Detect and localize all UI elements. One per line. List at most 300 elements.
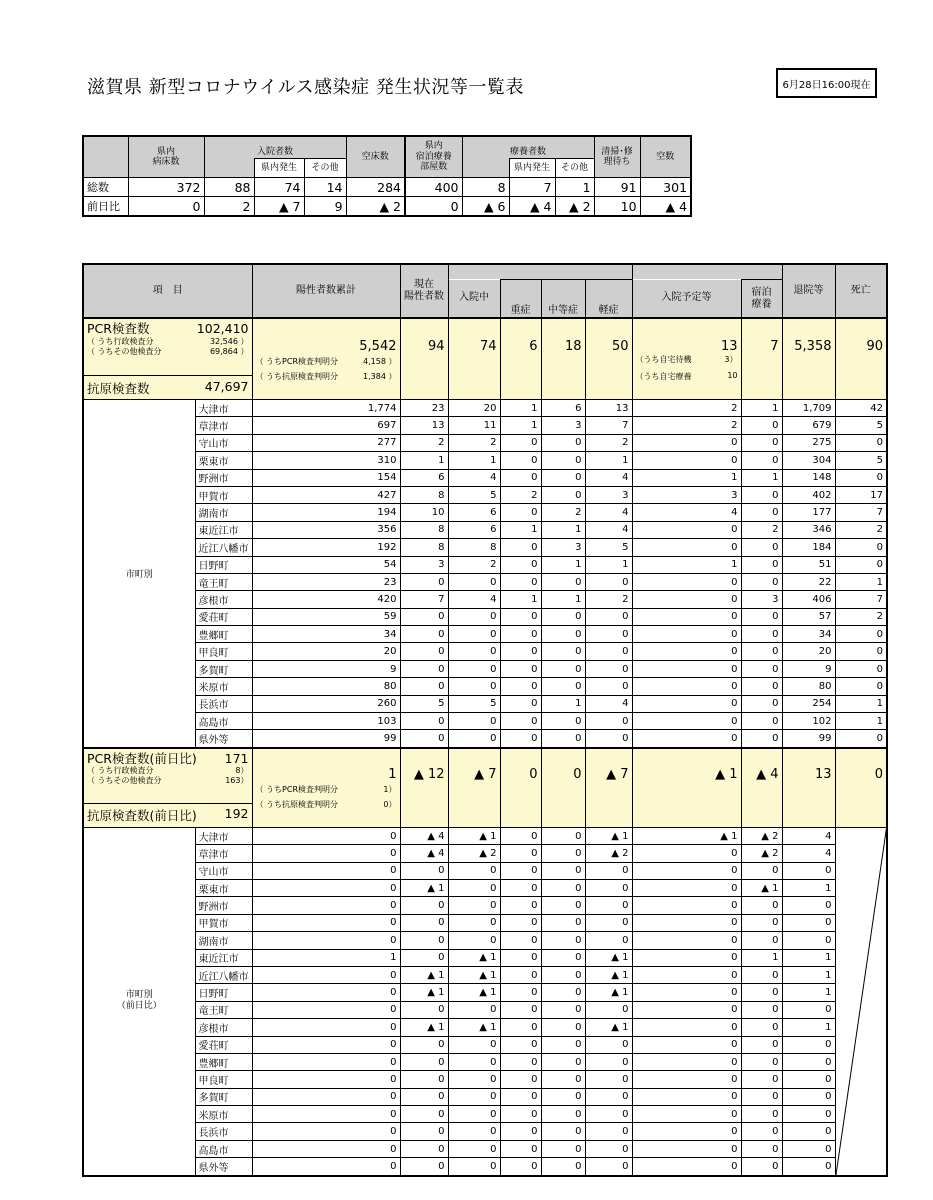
city-value: 4	[632, 504, 741, 521]
city-daily-value: ▲ 1	[448, 1019, 500, 1036]
table-row	[83, 1158, 887, 1176]
pcr-gov-label: （ うち行政検査分	[87, 336, 154, 346]
table-row	[83, 643, 887, 660]
city-value: 1	[448, 452, 500, 469]
table-row	[83, 486, 887, 503]
city-daily-value: 0	[500, 932, 541, 949]
city-value: 0	[400, 678, 448, 695]
city-value: 0	[741, 486, 782, 503]
city-value: 1	[741, 469, 782, 486]
city-daily-value: 0	[448, 1036, 500, 1053]
col-cleaning: 清掃･修 理待ち	[594, 136, 640, 178]
city-daily-value: ▲ 4	[400, 827, 448, 844]
city-value: 0	[448, 643, 500, 660]
city-value: 6	[448, 521, 500, 538]
city-daily-value: 0	[782, 1123, 835, 1140]
city-value: 0	[500, 452, 541, 469]
city-value: 0	[741, 695, 782, 712]
positives-daily-cell	[252, 748, 400, 828]
city-value: 0	[541, 486, 585, 503]
city-daily-value: 0	[400, 1001, 448, 1018]
table-row	[83, 1106, 887, 1123]
city-value: 0	[741, 626, 782, 643]
summary-cell: 301	[640, 178, 691, 197]
city-value: 0	[741, 434, 782, 451]
table-row	[83, 626, 887, 643]
city-value: 420	[252, 591, 400, 608]
table-row	[83, 434, 887, 451]
city-value: 7	[400, 591, 448, 608]
city-value: 0	[741, 678, 782, 695]
summary-cell: 372	[128, 178, 204, 197]
city-value: 0	[400, 626, 448, 643]
city-name: 東近江市	[195, 521, 252, 538]
city-value: 20	[252, 643, 400, 660]
city-daily-value: 1	[252, 949, 400, 966]
table-row	[83, 417, 887, 434]
city-value: 0	[500, 573, 541, 590]
city-value: 0	[500, 504, 541, 521]
city-name: 県外等	[195, 730, 252, 748]
city-value: 0	[400, 730, 448, 748]
city-daily-value: 0	[585, 1036, 632, 1053]
city-value: 0	[632, 434, 741, 451]
city-daily-value: 0	[541, 1036, 585, 1053]
city-daily-value: 0	[585, 1001, 632, 1018]
spacer-cell	[204, 158, 254, 177]
pcr-daily-cell	[83, 748, 252, 804]
summary-cell: 7	[509, 178, 555, 197]
city-value: 0	[448, 660, 500, 677]
city-name: 湖南市	[195, 504, 252, 521]
city-value: 0	[632, 452, 741, 469]
table-row	[83, 730, 887, 748]
table-row	[83, 1088, 887, 1105]
city-daily-value: 0	[741, 1140, 782, 1157]
city-name: 多賀町	[195, 660, 252, 677]
city-daily-value: 0	[741, 1019, 782, 1036]
city-daily-value: 0	[632, 1088, 741, 1105]
city-value: 0	[741, 556, 782, 573]
city-daily-value: ▲ 1	[585, 966, 632, 983]
city-daily-value: 0	[448, 1053, 500, 1070]
city-value: 679	[782, 417, 835, 434]
summary-cell: ▲ 6	[462, 197, 509, 217]
city-daily-value: 0	[541, 966, 585, 983]
city-daily-value: 0	[541, 1158, 585, 1176]
city-daily-value: ▲ 1	[585, 949, 632, 966]
city-value: 4	[448, 469, 500, 486]
city-value: 3	[585, 486, 632, 503]
antigen-daily-value: 192	[224, 806, 249, 822]
city-daily-value: 0	[741, 966, 782, 983]
city-value: 8	[400, 539, 448, 556]
city-value: 0	[585, 713, 632, 730]
city-value: 154	[252, 469, 400, 486]
city-name: 竜王町	[195, 1001, 252, 1018]
row-label: 前日比	[83, 197, 128, 217]
city-value: 2	[835, 608, 887, 625]
city-daily-value: 0	[500, 845, 541, 862]
city-daily-value: 0	[500, 1001, 541, 1018]
city-daily-value: 0	[585, 897, 632, 914]
table-row	[83, 539, 887, 556]
col-item: 項 目	[83, 264, 252, 318]
city-value: 1	[541, 521, 585, 538]
city-value: 8	[400, 486, 448, 503]
city-name: 大津市	[195, 827, 252, 844]
header-spacer	[632, 264, 782, 280]
city-daily-value: ▲ 1	[400, 1019, 448, 1036]
pcr-daily-value: 171	[224, 750, 249, 766]
city-daily-value: 0	[252, 1140, 400, 1157]
city-value: 57	[782, 608, 835, 625]
city-daily-value: 0	[541, 1053, 585, 1070]
city-value: 194	[252, 504, 400, 521]
city-daily-value: 0	[782, 1001, 835, 1018]
city-value: 3	[541, 539, 585, 556]
city-value: 54	[252, 556, 400, 573]
discharged-total: 5,358	[782, 318, 835, 400]
antigen-daily-label: 抗原検査数(前日比)	[87, 808, 197, 824]
city-value: 0	[400, 643, 448, 660]
city-name: 野洲市	[195, 469, 252, 486]
totals-row	[83, 318, 887, 376]
city-value: 356	[252, 521, 400, 538]
table-row	[83, 521, 887, 538]
city-daily-value: 0	[252, 1106, 400, 1123]
scheduled-total: 13	[720, 339, 738, 354]
city-value: 0	[741, 573, 782, 590]
main-status-table	[82, 263, 888, 1177]
antigen-daily-cell	[83, 803, 252, 827]
city-daily-value: ▲ 1	[585, 1019, 632, 1036]
city-daily-value: 0	[632, 1001, 741, 1018]
city-value: 0	[541, 678, 585, 695]
city-daily-value: 0	[500, 1088, 541, 1105]
table-row	[83, 573, 887, 590]
city-daily-value: 0	[632, 845, 741, 862]
table-row	[83, 713, 887, 730]
city-value: 0	[500, 678, 541, 695]
city-name: 草津市	[195, 845, 252, 862]
city-daily-value: 0	[782, 1158, 835, 1176]
city-value: 0	[741, 608, 782, 625]
city-daily-value: 0	[448, 1071, 500, 1088]
city-value: 0	[632, 539, 741, 556]
city-value: 1	[400, 452, 448, 469]
city-daily-value: ▲ 1	[448, 966, 500, 983]
city-daily-value: 0	[448, 1106, 500, 1123]
col-discharged: 退院等	[782, 264, 835, 318]
city-value: 9	[782, 660, 835, 677]
table-row	[83, 1001, 887, 1018]
city-daily-value: 0	[252, 984, 400, 1001]
table-row	[83, 556, 887, 573]
city-name: 湖南市	[195, 932, 252, 949]
city-name: 栗東市	[195, 452, 252, 469]
table-row	[83, 827, 887, 844]
summary-cell: ▲ 4	[509, 197, 555, 217]
summary-row-diff	[83, 197, 691, 217]
bed-summary-table	[82, 135, 692, 217]
antigen-total-cell	[83, 376, 252, 400]
city-value: 5	[448, 695, 500, 712]
city-value: 427	[252, 486, 400, 503]
city-value: 0	[585, 608, 632, 625]
city-value: 0	[541, 730, 585, 748]
summary-cell: 400	[405, 178, 462, 197]
city-name: 県外等	[195, 1158, 252, 1176]
city-daily-value: 0	[741, 1036, 782, 1053]
city-value: 0	[500, 643, 541, 660]
summary-cell: 74	[254, 178, 304, 197]
col-mild: 軽症	[585, 280, 632, 319]
city-value: 0	[500, 713, 541, 730]
city-value: 11	[448, 417, 500, 434]
city-daily-value: 0	[541, 1106, 585, 1123]
city-value: 1	[500, 591, 541, 608]
date-stamp: 6月28日16:00現在	[776, 68, 877, 98]
city-value: 0	[448, 730, 500, 748]
city-value: 4	[448, 591, 500, 608]
positives-daily: 1	[388, 766, 397, 782]
city-daily-value: 0	[632, 1071, 741, 1088]
city-value: 0	[835, 643, 887, 660]
pos-pcr-value: 4,158 ）	[363, 357, 397, 366]
city-value: 0	[632, 573, 741, 590]
city-daily-value: 0	[541, 862, 585, 879]
city-name: 甲賀市	[195, 486, 252, 503]
city-daily-value: 0	[500, 1106, 541, 1123]
severe-total: 6	[500, 318, 541, 400]
city-daily-value: 0	[541, 1123, 585, 1140]
city-value: 0	[585, 573, 632, 590]
city-daily-value: 0	[252, 1019, 400, 1036]
city-value: 5	[400, 695, 448, 712]
summary-cell: 1	[555, 178, 594, 197]
city-value: 0	[500, 556, 541, 573]
city-daily-value: 0	[585, 914, 632, 931]
city-daily-value: 0	[585, 1053, 632, 1070]
table-row	[83, 1036, 887, 1053]
city-name: 近江八幡市	[195, 539, 252, 556]
city-value: 0	[541, 434, 585, 451]
city-value: 59	[252, 608, 400, 625]
city-daily-value: ▲ 1	[400, 984, 448, 1001]
city-value: 0	[835, 434, 887, 451]
summary-cell: 91	[594, 178, 640, 197]
city-value: 0	[585, 660, 632, 677]
deaths-daily-crossed-cell	[835, 827, 887, 1175]
city-value: 1	[541, 556, 585, 573]
city-value: 13	[585, 400, 632, 417]
city-daily-value: 0	[782, 932, 835, 949]
moderate-daily: 0	[541, 748, 585, 828]
city-daily-value: 0	[500, 897, 541, 914]
city-daily-value: 0	[632, 1140, 741, 1157]
city-daily-value: 0	[252, 897, 400, 914]
city-daily-value: 0	[448, 879, 500, 896]
city-value: 0	[541, 660, 585, 677]
city-value: 1	[585, 556, 632, 573]
city-value: 0	[741, 417, 782, 434]
city-value: 42	[835, 400, 887, 417]
city-value: 1	[632, 556, 741, 573]
city-value: 1	[835, 713, 887, 730]
city-value: 4	[585, 695, 632, 712]
city-daily-value: 0	[541, 827, 585, 844]
city-value: 0	[541, 608, 585, 625]
city-daily-value: 0	[541, 845, 585, 862]
city-value: 0	[400, 713, 448, 730]
city-value: 7	[835, 591, 887, 608]
scheduled-daily: ▲ 1	[632, 748, 741, 828]
table-row	[83, 591, 887, 608]
city-daily-value: 0	[252, 914, 400, 931]
pos-daily-ag-value: 0）	[383, 799, 397, 809]
city-value: 0	[835, 626, 887, 643]
city-value: 192	[252, 539, 400, 556]
city-daily-value: 0	[741, 1158, 782, 1176]
table-row	[83, 966, 887, 983]
city-value: 7	[585, 417, 632, 434]
city-daily-value: 0	[252, 827, 400, 844]
city-value: 103	[252, 713, 400, 730]
summary-cell: 10	[594, 197, 640, 217]
city-value: 2	[741, 521, 782, 538]
pcr-daily-other-value: 163）	[225, 776, 249, 786]
current-total: 94	[400, 318, 448, 400]
city-daily-value: 0	[500, 1123, 541, 1140]
city-value: 0	[632, 626, 741, 643]
city-daily-value: ▲ 2	[741, 845, 782, 862]
city-daily-value: ▲ 1	[400, 879, 448, 896]
city-daily-value: 0	[541, 1088, 585, 1105]
city-name: 愛荘町	[195, 608, 252, 625]
col-severe: 重症	[500, 280, 541, 319]
city-value: 0	[835, 660, 887, 677]
col-hotel-rooms: 県内 宿泊療養 部屋数	[405, 136, 462, 178]
header-spacer	[448, 264, 632, 280]
col-recuperating: 療養者数	[462, 136, 594, 158]
city-value: 6	[400, 469, 448, 486]
city-value: 0	[632, 678, 741, 695]
hotel-daily: ▲ 4	[741, 748, 782, 828]
city-daily-value: 0	[400, 1158, 448, 1176]
city-name: 栗東市	[195, 879, 252, 896]
city-value: 0	[585, 730, 632, 748]
mild-total: 50	[585, 318, 632, 400]
city-daily-value: 0	[500, 966, 541, 983]
city-value: 20	[448, 400, 500, 417]
summary-cell: 0	[128, 197, 204, 217]
city-daily-value: 0	[252, 1088, 400, 1105]
city-value: 2	[541, 504, 585, 521]
city-value: 5	[835, 417, 887, 434]
city-value: 0	[500, 660, 541, 677]
city-value: 1	[541, 591, 585, 608]
city-daily-value: 0	[400, 862, 448, 879]
city-value: 0	[835, 556, 887, 573]
city-daily-value: 0	[585, 1106, 632, 1123]
city-daily-value: 0	[585, 1071, 632, 1088]
city-value: 1	[632, 469, 741, 486]
summary-cell: 9	[304, 197, 346, 217]
city-daily-value: 0	[400, 1053, 448, 1070]
scheduled-total-cell	[632, 318, 741, 400]
city-value: 80	[252, 678, 400, 695]
city-value: 0	[448, 678, 500, 695]
city-daily-value: 0	[585, 879, 632, 896]
home-wait-value: 3）	[724, 355, 738, 364]
city-name: 高島市	[195, 1140, 252, 1157]
col-in-pref-2: 県内発生	[509, 158, 555, 177]
city-daily-value: 0	[541, 879, 585, 896]
table-row	[83, 608, 887, 625]
diagonal-stroke	[836, 828, 887, 1175]
city-value: 1	[741, 400, 782, 417]
city-value: 5	[448, 486, 500, 503]
city-daily-value: 0	[252, 879, 400, 896]
city-value: 9	[252, 660, 400, 677]
city-value: 1	[541, 695, 585, 712]
city-value: 51	[782, 556, 835, 573]
city-daily-value: 0	[500, 949, 541, 966]
city-daily-value: 0	[500, 1036, 541, 1053]
city-value: 0	[400, 608, 448, 625]
table-row	[83, 400, 887, 417]
city-daily-value: 0	[632, 966, 741, 983]
city-value: 0	[835, 469, 887, 486]
table-row	[83, 1053, 887, 1070]
pcr-gov-value: 32,546 ）	[209, 336, 249, 346]
city-value: 0	[500, 539, 541, 556]
col-vacant: 空数	[640, 136, 691, 178]
city-daily-value: 0	[632, 1036, 741, 1053]
city-daily-value: ▲ 1	[448, 827, 500, 844]
city-value: 1	[500, 521, 541, 538]
city-name: 彦根市	[195, 1019, 252, 1036]
city-daily-value: 0	[541, 932, 585, 949]
city-daily-value: 0	[500, 914, 541, 931]
city-daily-value: 4	[782, 845, 835, 862]
city-daily-value: 0	[741, 1001, 782, 1018]
city-daily-value: 0	[585, 862, 632, 879]
table-row	[83, 1140, 887, 1157]
antigen-label: 抗原検査数	[87, 380, 150, 396]
pos-ag-value: 1,384 ）	[363, 372, 397, 381]
city-value: 0	[500, 730, 541, 748]
city-daily-value: 0	[741, 1106, 782, 1123]
city-daily-value: 0	[541, 949, 585, 966]
city-value: 5	[585, 539, 632, 556]
pcr-daily-label: PCR検査数(前日比)	[87, 750, 197, 766]
city-name: 彦根市	[195, 591, 252, 608]
city-value: 3	[541, 417, 585, 434]
city-value: 0	[541, 469, 585, 486]
city-value: 0	[741, 730, 782, 748]
city-value: 0	[400, 573, 448, 590]
city-value: 4	[585, 504, 632, 521]
city-value: 3	[741, 591, 782, 608]
city-daily-value: 0	[448, 1140, 500, 1157]
city-name: 守山市	[195, 862, 252, 879]
city-value: 4	[585, 469, 632, 486]
city-name: 日野町	[195, 556, 252, 573]
city-daily-value: 0	[400, 1140, 448, 1157]
deaths-total: 90	[835, 318, 887, 400]
